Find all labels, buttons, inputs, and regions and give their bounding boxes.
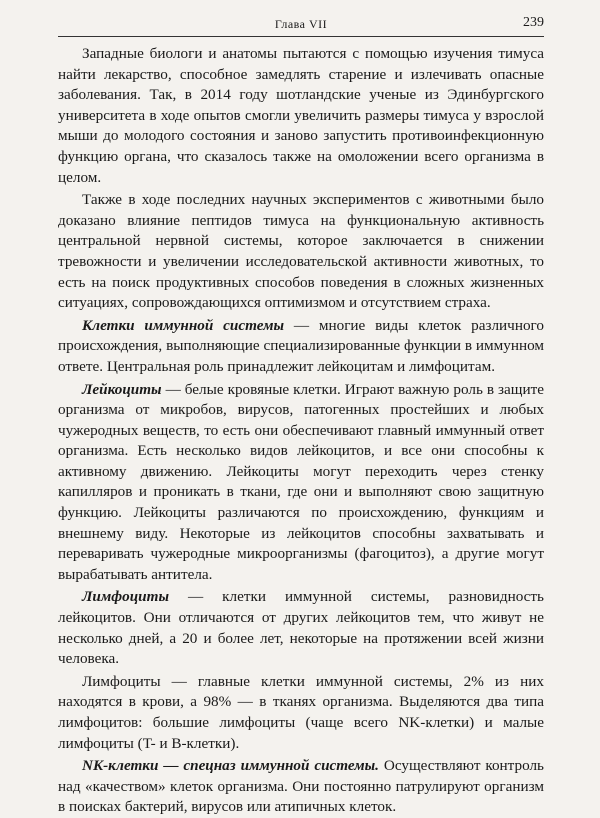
chapter-title: Глава VII (274, 17, 328, 31)
paragraph-text: Западные биологи и анатомы пытаются с помощью изучения тимуса найти лекарство, способное замедлять старение и излечивать опасные заболевания. Так, в 2014 году шотландские ученые из Эдинбургского университета в ходе опытов смогли увеличить размеры тимуса у взрослой мыши до молодого состояния и заново запустить противоинфекционную функцию органа, что сказалось также на омоложении всего организма в целом. (58, 45, 544, 186)
paragraph-text: Осуществляют контроль над «качеством» клеток организма. Они постоянно патрулируют организм в поисках бактерий, вирусов или атипичных клеток. (58, 757, 544, 816)
paragraph-thymus-research (58, 44, 544, 188)
page-number: 239 (523, 15, 544, 30)
paragraph-text: Лимфоциты — главные клетки иммунной системы, 2% из них находятся в крови, а 98% — в тканях организма. Выделяются два типа лимфоцитов: большие лимфоциты (чаще всего NK-клетки) и малые лимфоциты (T- и B-клетки). (58, 672, 544, 752)
paragraph-text: Также в ходе последних научных экспериментов с животными было доказано влияние пептидов тимуса на функциональную активность центральной нервной системы, которое заключается в снижении тревожности и увеличении исследовательской активности животных, то есть на поиск продуктивных способов поведения в сложных жизненных ситуациях, сопровождающихся оптимизмом и отсутствием страха. (58, 191, 544, 312)
paragraph-text: — белые кровяные клетки. Играют важную роль в защите организма от микробов, вирусов, патогенных простейших и любых чужеродных веществ, то есть они обеспечивают главный иммунный ответ организма. Есть несколько видов лейкоцитов, и все они способны к активному движению. Лейкоциты могут переходить через стенку капилляров и проникать в ткани, где они и выполняют свою защитную функцию. Лейкоциты различаются по происхождению, функциям и внешнему виду. Некоторые из лейкоцитов способны захватывать и переваривать чужеродные микроорганизмы (фагоцитоз), а другие могут вырабатывать антитела. (58, 380, 544, 583)
running-header (58, 12, 544, 37)
paragraph-thymus-peptides (58, 190, 544, 314)
paragraph-nk-cells (58, 756, 544, 818)
term-nk-cells: NK-клетки — спецназ иммунной системы. (82, 757, 379, 775)
paragraph-text: — клетки иммунной системы, разновидность лейкоцитов. Они отличаются от других лейкоцитов тем, что живут не несколько дней, а 20 и более лет, некоторые на протяжении всей жизни человека. (58, 588, 544, 668)
term-leukocytes: Лейкоциты (82, 380, 162, 398)
term-immune-cells: Клетки иммунной системы (82, 316, 285, 334)
paragraph-lymphocyte-types (58, 672, 544, 754)
paragraph-leukocytes (58, 380, 544, 586)
paragraph-lymphocytes (58, 587, 544, 669)
term-lymphocytes: Лимфоциты (82, 588, 169, 606)
body-text (58, 44, 544, 818)
paragraph-immune-cells (58, 316, 544, 378)
paragraph-text: — многие виды клеток различного происхождения, выполняющие специализированные функции в иммунном ответе. Центральная роль принадлежит лейкоцитам и лимфоцитам. (58, 316, 544, 375)
